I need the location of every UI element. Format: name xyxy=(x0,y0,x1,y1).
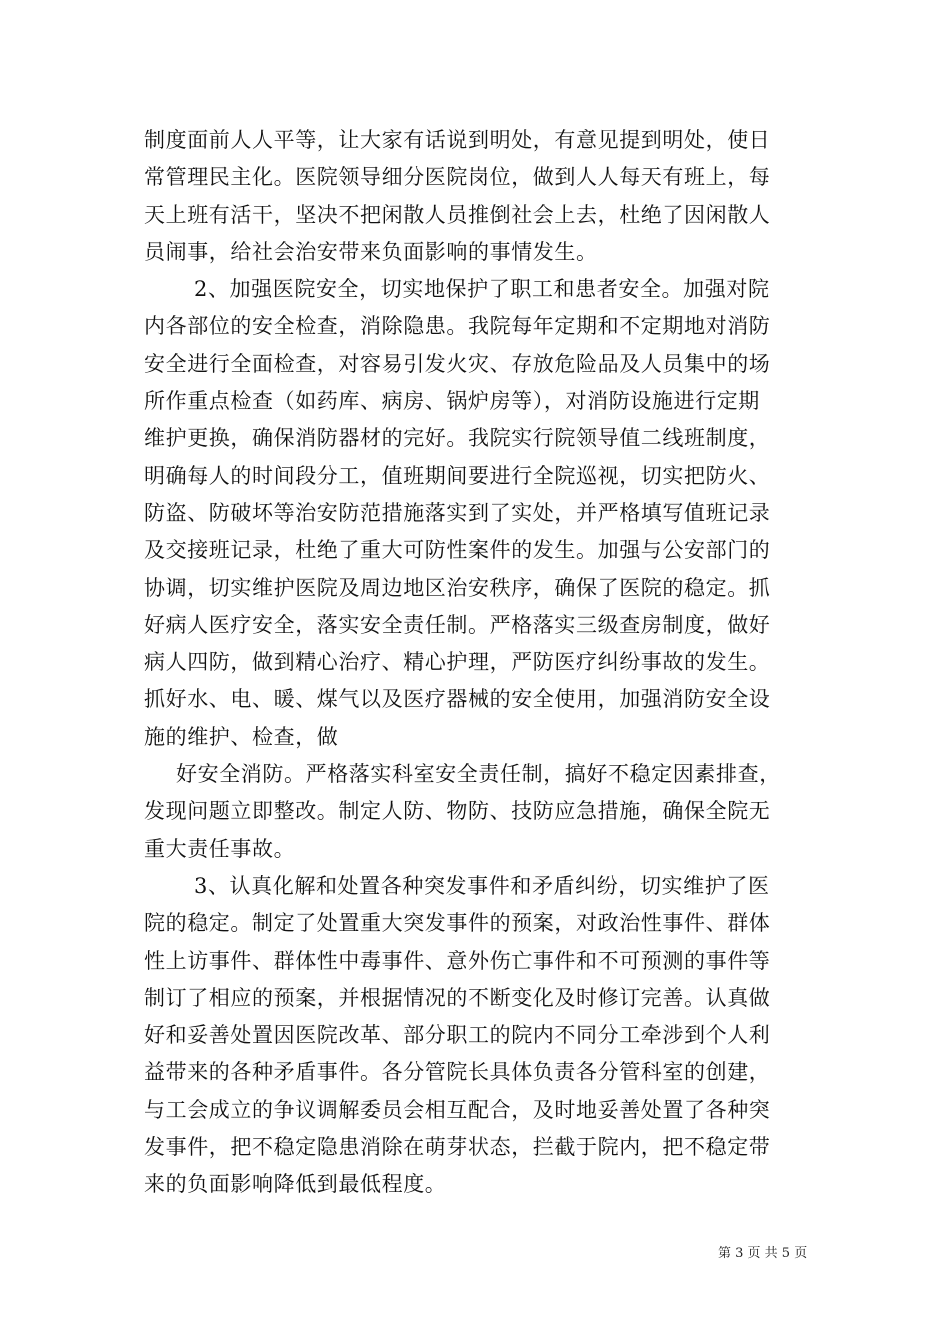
text-line: 抓好水、电、暖、煤气以及医疗器械的安全使用，加强消防安全设 xyxy=(144,687,771,712)
text-line: 所作重点检查（如药库、病房、锅炉房等），对消防设施进行定期 xyxy=(144,389,760,414)
text-line: 益带来的各种矛盾事件。各分管院长具体负责各分管科室的创建， xyxy=(144,1060,771,1085)
text-line: 好和妥善处置因医院改革、部分职工的院内不同分工牵涉到个人利 xyxy=(144,1023,771,1048)
text-line: 发现问题立即整改。制定人防、物防、技防应急措施，确保全院无 xyxy=(144,799,771,824)
paragraph-first-line: 2、加强医院安全，切实地保护了职工和患者安全。加强对院 xyxy=(194,277,770,302)
paragraph-first-line: 好安全消防。严格落实科室安全责任制，搞好不稳定因素排查， xyxy=(176,762,781,787)
text-line: 内各部位的安全检查，消除隐患。我院每年定期和不定期地对消防 xyxy=(144,314,771,339)
text-line: 协调，切实维护医院及周边地区治安秩序，确保了医院的稳定。抓 xyxy=(144,575,771,600)
text-line: 员闹事，给社会治安带来负面影响的事情发生。 xyxy=(144,239,598,264)
page-number: 第 3 页 共 5 页 xyxy=(718,1246,808,1261)
text-line: 制度面前人人平等，让大家有话说到明处，有意见提到明处，使日 xyxy=(144,128,771,152)
text-line: 安全进行全面检查，对容易引发火灾、存放危险品及人员集中的场 xyxy=(144,351,771,376)
text-line: 重大责任事故。 xyxy=(144,836,296,861)
paragraph-first-line: 3、认真化解和处置各种突发事件和矛盾纠纷，切实维护了医 xyxy=(194,873,770,898)
text-line: 性上访事件、群体性中毒事件、意外伤亡事件和不可预测的事件等 xyxy=(144,948,771,973)
text-line: 制订了相应的预案，并根据情况的不断变化及时修订完善。认真做 xyxy=(144,985,771,1010)
text-line: 天上班有活干，坚决不把闲散人员推倒社会上去，杜绝了因闲散人 xyxy=(144,202,771,227)
text-line: 好病人医疗安全，落实安全责任制。严格落实三级查房制度，做好 xyxy=(144,612,771,637)
text-line: 施的维护、检查，做 xyxy=(144,724,339,749)
text-line: 与工会成立的争议调解委员会相互配合，及时地妥善处置了各种突 xyxy=(144,1097,771,1122)
text-line: 来的负面影响降低到最低程度。 xyxy=(144,1172,447,1197)
text-line: 及交接班记录，杜绝了重大可防性案件的发生。加强与公安部门的 xyxy=(144,538,771,563)
text-line: 维护更换，确保消防器材的完好。我院实行院领导值二线班制度， xyxy=(144,426,771,451)
text-line: 病人四防，做到精心治疗、精心护理，严防医疗纠纷事故的发生。 xyxy=(144,650,771,675)
document-body xyxy=(144,122,814,1204)
text-line: 院的稳定。制定了处置重大突发事件的预案，对政治性事件、群体 xyxy=(144,911,771,936)
text-line: 明确每人的时间段分工，值班期间要进行全院巡视，切实把防火、 xyxy=(144,463,771,488)
text-line: 常管理民主化。医院领导细分医院岗位，做到人人每天有班上，每 xyxy=(144,165,771,190)
text-line: 发事件，把不稳定隐患消除在萌芽状态，拦截于院内，把不稳定带 xyxy=(144,1135,771,1160)
text-line: 防盗、防破坏等治安防范措施落实到了实处，并严格填写值班记录 xyxy=(144,500,771,525)
